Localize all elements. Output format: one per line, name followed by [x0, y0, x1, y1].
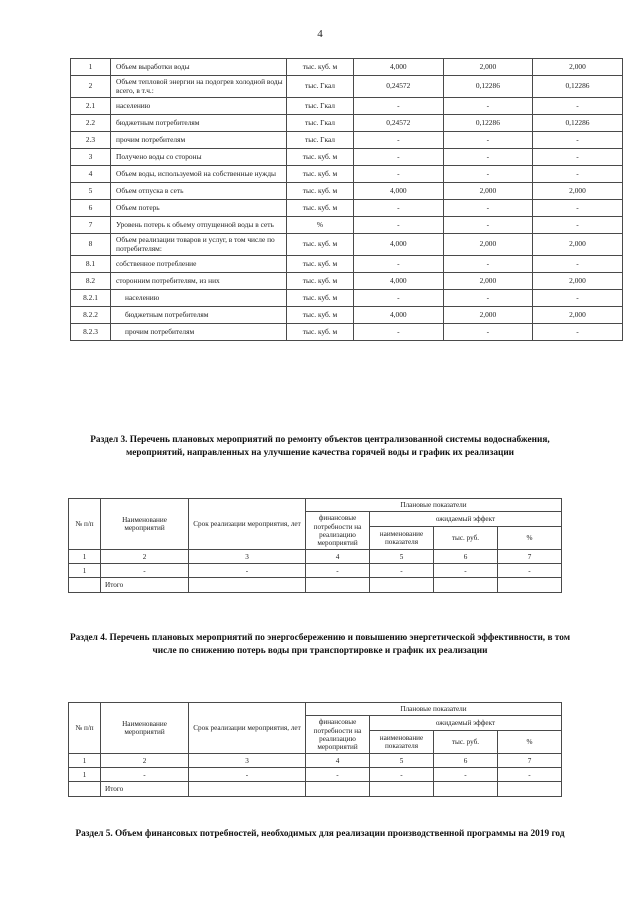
cell-row-number: 3 [71, 149, 111, 166]
cell-np: 1 [69, 768, 101, 782]
table-row [71, 149, 623, 166]
cell-value-3: 0,12286 [533, 115, 623, 132]
cell-value-3: 2,000 [533, 59, 623, 76]
table-row [71, 273, 623, 290]
total-empty-cell [69, 782, 101, 797]
cell-value-3: - [533, 149, 623, 166]
table-header-row [69, 499, 562, 512]
header-planned-indicators: Плановые показатели [306, 703, 562, 716]
cell-pct: - [498, 564, 562, 578]
cell-value-3: - [533, 217, 623, 234]
col-num-2: 2 [101, 550, 189, 564]
cell-indicator: - [370, 768, 434, 782]
col-num-1: 1 [69, 550, 101, 564]
cell-value-2: 2,000 [443, 234, 533, 256]
header-measure-name: Наименование мероприятий [101, 703, 189, 754]
cell-unit: тыс. куб. м [287, 183, 354, 200]
table-row [71, 324, 623, 341]
cell-row-number: 4 [71, 166, 111, 183]
cell-unit: тыс. куб. м [287, 149, 354, 166]
cell-indicator-name: населению [111, 290, 287, 307]
cell-value-3: - [533, 200, 623, 217]
table-row [71, 234, 623, 256]
cell-value-1: - [354, 132, 444, 149]
table-header-row [69, 703, 562, 716]
cell-unit: тыс. куб. м [287, 256, 354, 273]
col-num-4: 4 [306, 754, 370, 768]
cell-unit: тыс. куб. м [287, 166, 354, 183]
table-row [71, 59, 623, 76]
total-empty-cell [69, 578, 101, 593]
col-num-3: 3 [189, 550, 306, 564]
total-indicator [370, 578, 434, 593]
cell-rub: - [434, 768, 498, 782]
cell-indicator-name: сторонним потребителям, из них [111, 273, 287, 290]
cell-unit: тыс. куб. м [287, 307, 354, 324]
header-planned-indicators: Плановые показатели [306, 499, 562, 512]
table-row [71, 183, 623, 200]
cell-value-1: 4,000 [354, 273, 444, 290]
cell-value-2: - [443, 256, 533, 273]
col-num-5: 5 [370, 550, 434, 564]
col-num-7: 7 [498, 550, 562, 564]
header-term: Срок реализации мероприятия, лет [189, 499, 306, 550]
total-label: Итого [101, 782, 189, 797]
cell-row-number: 8.1 [71, 256, 111, 273]
cell-unit: тыс. куб. м [287, 59, 354, 76]
cell-indicator-name: бюджетным потребителям [111, 115, 287, 132]
cell-value-1: 4,000 [354, 307, 444, 324]
cell-value-3: - [533, 132, 623, 149]
cell-value-2: - [443, 324, 533, 341]
page-number: 4 [317, 28, 323, 40]
total-pct [498, 578, 562, 593]
cell-value-2: - [443, 166, 533, 183]
cell-fin: - [306, 768, 370, 782]
cell-unit: тыс. куб. м [287, 290, 354, 307]
total-fin [306, 578, 370, 593]
header-financial-needs: финансовые потребности на реализацию мероприятий [306, 716, 370, 754]
cell-np: 1 [69, 564, 101, 578]
cell-row-number: 1 [71, 59, 111, 76]
cell-value-1: - [354, 166, 444, 183]
column-numbering-row [69, 754, 562, 768]
section-5-heading: Раздел 5. Объем финансовых потребностей, необходимых для реализации производственной программы на 2019 год [75, 829, 565, 839]
header-number: № п/п [69, 703, 101, 754]
header-percent: % [498, 730, 562, 754]
cell-value-2: 2,000 [443, 273, 533, 290]
col-num-7: 7 [498, 754, 562, 768]
cell-value-1: - [354, 290, 444, 307]
header-measure-name: Наименование мероприятий [101, 499, 189, 550]
total-indicator [370, 782, 434, 797]
cell-name: - [101, 768, 189, 782]
cell-row-number: 2.3 [71, 132, 111, 149]
cell-value-2: - [443, 149, 533, 166]
cell-unit: тыс. куб. м [287, 324, 354, 341]
cell-value-3: 2,000 [533, 183, 623, 200]
header-indicator-name: наименование показателя [370, 730, 434, 754]
cell-value-1: 4,000 [354, 183, 444, 200]
cell-name: - [101, 564, 189, 578]
table-row [71, 76, 623, 98]
col-num-6: 6 [434, 754, 498, 768]
col-num-6: 6 [434, 550, 498, 564]
cell-value-1: - [354, 98, 444, 115]
cell-row-number: 5 [71, 183, 111, 200]
section-3-measures-table [68, 498, 562, 593]
cell-indicator-name: Объем потерь [111, 200, 287, 217]
cell-value-3: 2,000 [533, 307, 623, 324]
cell-row-number: 2 [71, 76, 111, 98]
cell-unit: тыс. куб. м [287, 273, 354, 290]
cell-value-2: - [443, 98, 533, 115]
cell-indicator: - [370, 564, 434, 578]
cell-unit: тыс. Гкал [287, 76, 354, 98]
cell-value-1: - [354, 200, 444, 217]
cell-indicator-name: Получено воды со стороны [111, 149, 287, 166]
cell-row-number: 6 [71, 200, 111, 217]
table-row [71, 166, 623, 183]
column-numbering-row [69, 550, 562, 564]
cell-value-2: 2,000 [443, 183, 533, 200]
header-term: Срок реализации мероприятия, лет [189, 703, 306, 754]
section-4-heading: Раздел 4. Перечень плановых мероприятий по энергосбережению и повышению энергетической эффективности, в том числе по снижению потерь воды при транспортировке и график их реализации [69, 633, 571, 657]
col-num-4: 4 [306, 550, 370, 564]
cell-indicator-name: прочим потребителям [111, 324, 287, 341]
cell-value-1: - [354, 256, 444, 273]
cell-value-1: 4,000 [354, 234, 444, 256]
header-indicator-name: наименование показателя [370, 526, 434, 550]
section-3-table-container [68, 498, 562, 593]
cell-value-2: - [443, 132, 533, 149]
total-fin [306, 782, 370, 797]
cell-indicator-name: прочим потребителям [111, 132, 287, 149]
cell-value-2: 2,000 [443, 307, 533, 324]
indicators-table-container [70, 58, 590, 341]
cell-value-3: 0,12286 [533, 76, 623, 98]
cell-value-3: - [533, 256, 623, 273]
table-row [71, 217, 623, 234]
col-num-2: 2 [101, 754, 189, 768]
cell-indicator-name: Объем отпуска в сеть [111, 183, 287, 200]
table-row [71, 290, 623, 307]
table-row [69, 564, 562, 578]
table-row [69, 768, 562, 782]
cell-value-1: 0,24572 [354, 76, 444, 98]
cell-unit: тыс. Гкал [287, 98, 354, 115]
cell-value-1: - [354, 217, 444, 234]
cell-pct: - [498, 768, 562, 782]
total-term [189, 782, 306, 797]
section-4-measures-table [68, 702, 562, 797]
cell-value-3: - [533, 324, 623, 341]
total-pct [498, 782, 562, 797]
table-row [71, 115, 623, 132]
header-thousand-rub: тыс. руб. [434, 730, 498, 754]
col-num-5: 5 [370, 754, 434, 768]
col-num-3: 3 [189, 754, 306, 768]
total-label: Итого [101, 578, 189, 593]
cell-unit: тыс. Гкал [287, 115, 354, 132]
header-number: № п/п [69, 499, 101, 550]
cell-indicator-name: населению [111, 98, 287, 115]
cell-row-number: 7 [71, 217, 111, 234]
cell-value-2: 0,12286 [443, 76, 533, 98]
cell-row-number: 8.2.2 [71, 307, 111, 324]
header-thousand-rub: тыс. руб. [434, 526, 498, 550]
cell-rub: - [434, 564, 498, 578]
table-total-row [69, 578, 562, 593]
total-term [189, 578, 306, 593]
cell-row-number: 2.2 [71, 115, 111, 132]
cell-unit: % [287, 217, 354, 234]
cell-indicator-name: Объем выработки воды [111, 59, 287, 76]
cell-value-1: - [354, 324, 444, 341]
col-num-1: 1 [69, 754, 101, 768]
total-rub [434, 782, 498, 797]
table-row [71, 307, 623, 324]
cell-value-2: - [443, 217, 533, 234]
table-total-row [69, 782, 562, 797]
header-expected-effect: ожидаемый эффект [370, 512, 562, 527]
section-3-heading: Раздел 3. Перечень плановых мероприятий по ремонту объектов централизованной системы водоснабжения, мероприятий, направленных на улучшение качества горячей воды и график их реализации [90, 435, 550, 459]
cell-indicator-name: бюджетным потребителям [111, 307, 287, 324]
cell-indicator-name: Объем тепловой энергии на подогрев холодной воды всего, в т.ч.: [111, 76, 287, 98]
table-row [71, 132, 623, 149]
table-row [71, 256, 623, 273]
cell-indicator-name: Объем реализации товаров и услуг, в том числе по потребителям: [111, 234, 287, 256]
cell-value-3: - [533, 98, 623, 115]
indicators-table [70, 58, 623, 341]
cell-row-number: 8.2 [71, 273, 111, 290]
cell-value-3: - [533, 290, 623, 307]
cell-term: - [189, 564, 306, 578]
cell-value-1: 0,24572 [354, 115, 444, 132]
cell-value-3: - [533, 166, 623, 183]
cell-unit: тыс. куб. м [287, 200, 354, 217]
section-4-table-container [68, 702, 562, 797]
header-expected-effect: ожидаемый эффект [370, 716, 562, 731]
cell-fin: - [306, 564, 370, 578]
cell-value-2: - [443, 200, 533, 217]
cell-row-number: 2.1 [71, 98, 111, 115]
cell-value-1: - [354, 149, 444, 166]
cell-value-2: 2,000 [443, 59, 533, 76]
cell-value-3: 2,000 [533, 234, 623, 256]
table-row [71, 200, 623, 217]
cell-indicator-name: собственное потребление [111, 256, 287, 273]
cell-indicator-name: Уровень потерь к объему отпущенной воды в сеть [111, 217, 287, 234]
cell-term: - [189, 768, 306, 782]
cell-value-3: 2,000 [533, 273, 623, 290]
header-percent: % [498, 526, 562, 550]
cell-row-number: 8 [71, 234, 111, 256]
cell-value-1: 4,000 [354, 59, 444, 76]
table-row [71, 98, 623, 115]
cell-value-2: 0,12286 [443, 115, 533, 132]
cell-row-number: 8.2.3 [71, 324, 111, 341]
total-rub [434, 578, 498, 593]
header-financial-needs: финансовые потребности на реализацию мероприятий [306, 512, 370, 550]
cell-value-2: - [443, 290, 533, 307]
cell-unit: тыс. Гкал [287, 132, 354, 149]
cell-unit: тыс. куб. м [287, 234, 354, 256]
cell-row-number: 8.2.1 [71, 290, 111, 307]
cell-indicator-name: Объем воды, используемой на собственные нужды [111, 166, 287, 183]
